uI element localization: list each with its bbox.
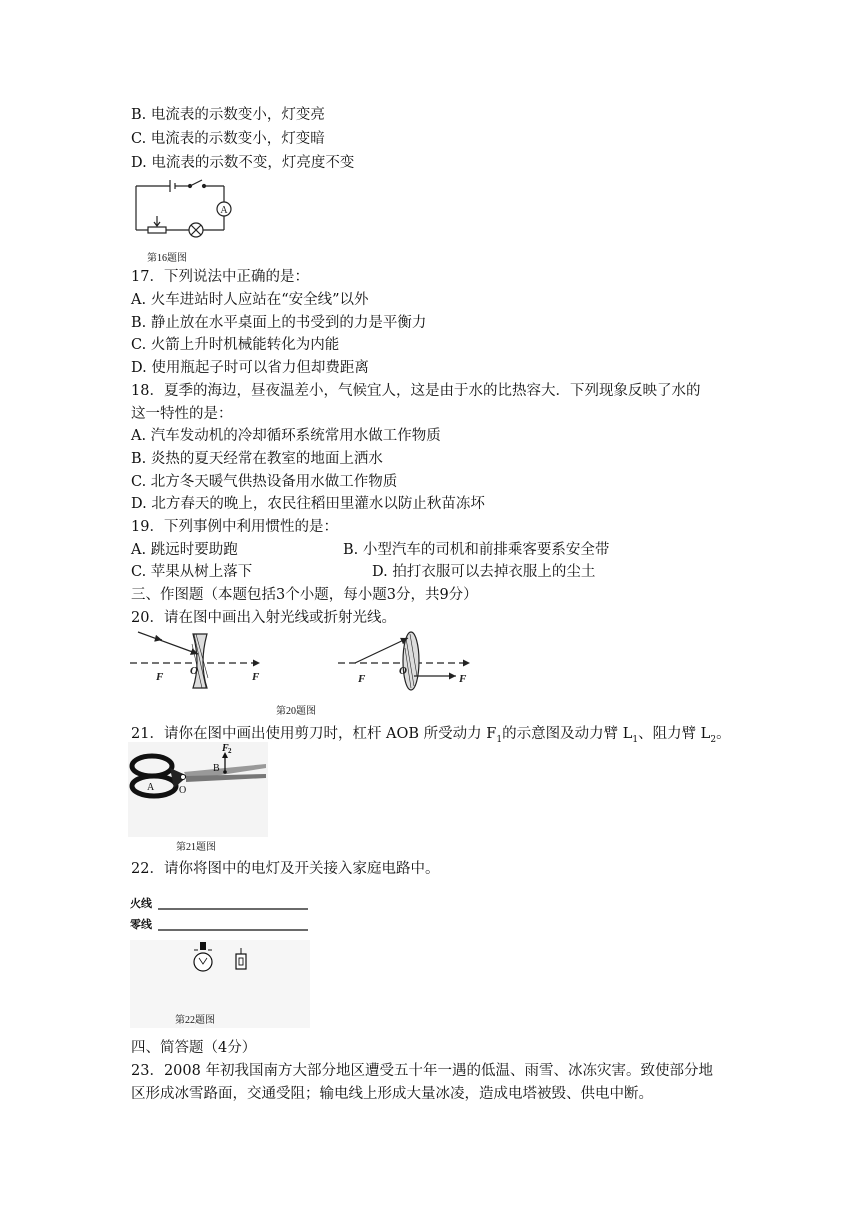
- q18-option-c: C. 北方冬天暖气供热设备用水做工作物质: [131, 474, 398, 490]
- q20-focus-right: F: [252, 671, 260, 683]
- q20-center-left: O: [190, 665, 198, 677]
- q21-point-b: B: [213, 763, 220, 774]
- q20-stem: 20．请在图中画出入射光线或折射光线。: [131, 610, 396, 626]
- q20-focus-right2: F: [459, 673, 467, 685]
- q18-option-a: A. 汽车发动机的冷却循环系统常用水做工作物质: [131, 428, 441, 444]
- q22-stem: 22．请你将图中的电灯及开关接入家庭电路中。: [131, 861, 440, 877]
- section4-title: 四、简答题（4分）: [131, 1040, 257, 1056]
- q18-stem-line2: 这一特性的是：: [131, 406, 233, 422]
- q16-option-b: B. 电流表的示数变小，灯变亮: [131, 107, 325, 123]
- q22-circuit-figure: [128, 880, 318, 1030]
- q17-stem: 17．下列说法中正确的是：: [131, 269, 309, 285]
- q20-optics-figure: [128, 630, 473, 695]
- q20-figure-caption: 第20题图: [276, 706, 316, 717]
- q23-line1: 23．2008 年初我国南方大部分地区遭受五十年一遇的低温、雨雪、冰冻灾害。致使部分地: [131, 1063, 713, 1079]
- q17-option-a: A. 火车进站时人应站在“安全线”以外: [131, 292, 369, 308]
- q23-line2: 区形成冰雪路面，交通受阻；输电线上形成大量冰凌，造成电塔被毁、供电中断。: [131, 1086, 653, 1102]
- q17-option-b: B. 静止放在水平桌面上的书受到的力是平衡力: [131, 315, 427, 331]
- q20-center-right: O: [399, 665, 407, 677]
- q18-option-b: B. 炎热的夏天经常在教室的地面上洒水: [131, 451, 383, 467]
- q17-option-c: C. 火箭上升时机械能转化为内能: [131, 337, 340, 353]
- q21-scissors-figure: [128, 742, 268, 837]
- q16-option-c: C. 电流表的示数变小，灯变暗: [131, 131, 325, 147]
- q19-option-b: B. 小型汽车的司机和前排乘客要系安全带: [343, 542, 610, 558]
- q16-figure-caption: 第16题图: [147, 253, 187, 264]
- q18-stem-line1: 18．夏季的海边，昼夜温差小，气候宜人，这是由于水的比热容大．下列现象反映了水的: [131, 383, 701, 399]
- q21-force-label: F: [222, 743, 229, 754]
- q19-option-c: C. 苹果从树上落下: [131, 564, 253, 580]
- q20-focus-left2: F: [358, 673, 366, 685]
- live-wire-label: 火线: [130, 898, 152, 910]
- q21-figure-caption: 第21题图: [176, 842, 216, 853]
- q20-focus-left: F: [156, 671, 164, 683]
- q18-option-d: D. 北方春天的晚上，农民往稻田里灌水以防止秋苗冻坏: [131, 496, 485, 512]
- q21-point-o: O: [179, 785, 187, 796]
- q21-stem: 21．请你在图中画出使用剪刀时，杠杆 AOB 所受动力 $F_1$的示意图及动力臂 $L_1$、阻力臂 $L_2$。: [131, 726, 731, 745]
- q19-stem: 19．下列事例中利用惯性的是：: [131, 519, 338, 535]
- q19-option-a: A. 跳远时要助跑: [131, 542, 238, 558]
- q19-option-d: D. 拍打衣服可以去掉衣服上的尘土: [372, 564, 596, 580]
- q22-figure-caption: 第22题图: [175, 1015, 215, 1026]
- section3-title: 三、作图题（本题包括3个小题，每小题3分，共9分）: [131, 587, 478, 603]
- q17-option-d: D. 使用瓶起子时可以省力但却费距离: [131, 360, 369, 376]
- ammeter-label: A: [220, 205, 228, 216]
- neutral-wire-label: 零线: [130, 919, 152, 931]
- q16-option-d: D. 电流表的示数不变，灯亮度不变: [131, 155, 355, 171]
- q16-circuit-figure: [128, 176, 240, 246]
- q21-force-sub: 2: [228, 747, 232, 755]
- q21-point-a: A: [147, 782, 155, 793]
